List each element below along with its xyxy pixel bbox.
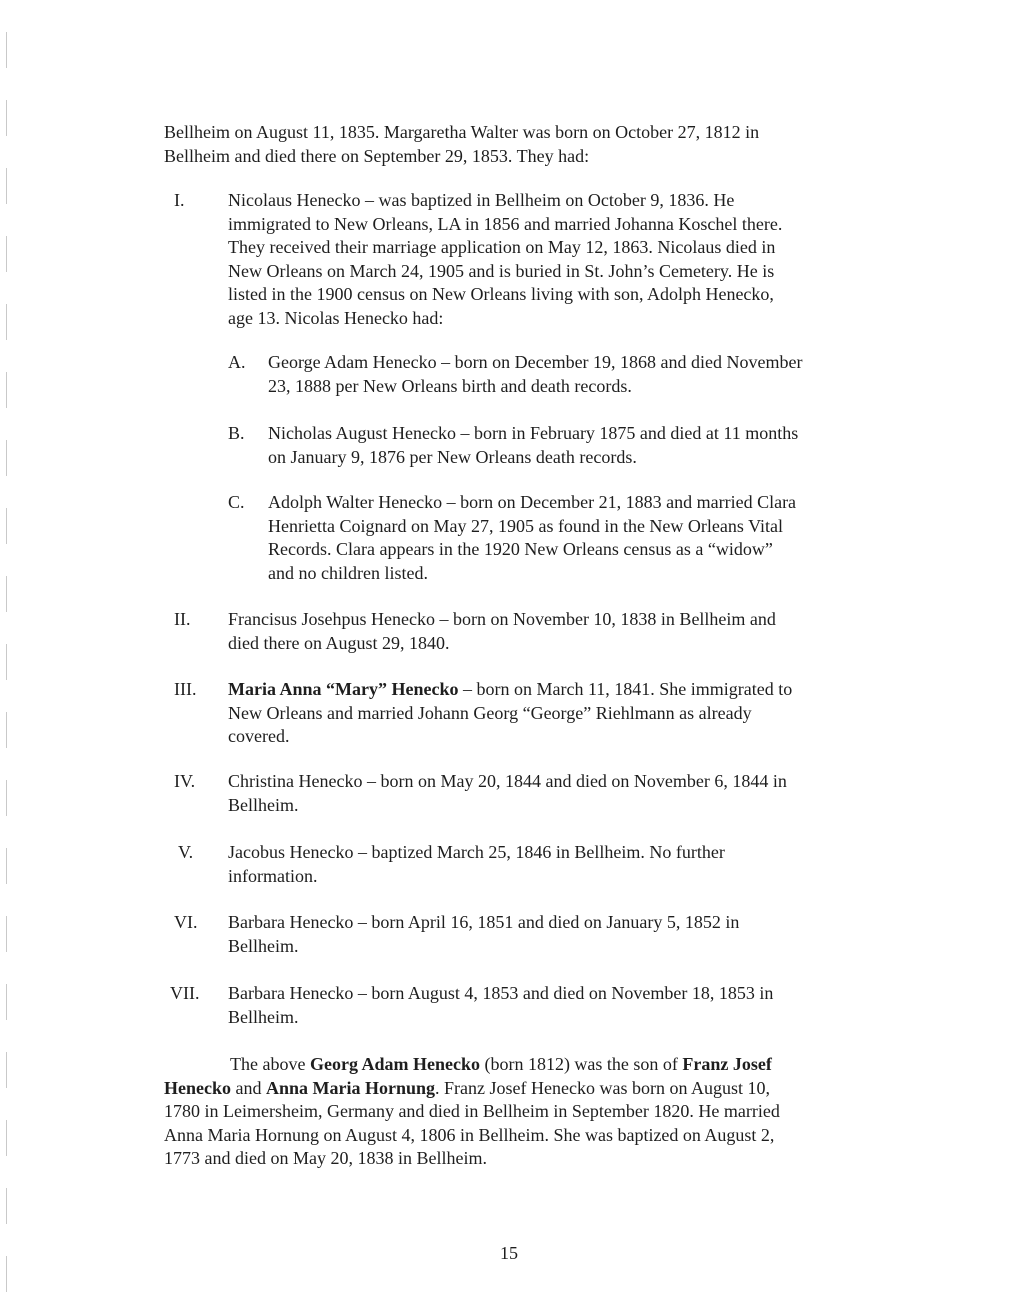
binder-mark <box>6 32 7 68</box>
binder-mark <box>6 780 7 816</box>
list-item-text <box>228 770 888 817</box>
text-line: Christina Henecko – born on May 20, 1844 and died on November 6, 1844 in <box>228 771 787 791</box>
sub-list-item-text <box>268 351 888 398</box>
page-number: 15 <box>500 1243 518 1263</box>
text-line: age 13. Nicolas Henecko had: <box>228 307 444 328</box>
text-line: Francisus Josehpus Henecko – born on November 10, 1838 in Bellheim and <box>228 609 776 629</box>
bold-name: Henecko <box>164 1077 231 1098</box>
list-numeral: VII. <box>170 983 200 1003</box>
list-numeral: VI. <box>174 912 198 932</box>
text-line: Nicolaus Henecko – was baptized in Bellheim on October 9, 1836. He <box>228 190 735 210</box>
list-numeral: I. <box>174 190 185 210</box>
binder-mark <box>6 440 7 476</box>
binder-mark <box>6 372 7 408</box>
text-line: Jacobus Henecko – baptized March 25, 1846 in Bellheim. No further <box>228 842 725 862</box>
text-run: The above <box>230 1054 310 1074</box>
text-line: Barbara Henecko – born August 4, 1853 and died on November 18, 1853 in <box>228 983 774 1003</box>
text-line: Anna Maria Hornung on August 4, 1806 in Bellheim. She was baptized on August 2, <box>164 1124 775 1145</box>
binder-mark <box>6 508 7 544</box>
intro-paragraph <box>164 121 884 168</box>
list-item-text <box>228 982 888 1029</box>
text-line: 1773 and died on May 20, 1838 in Bellheim. <box>164 1148 487 1168</box>
sub-list-item-text <box>268 491 888 585</box>
text-line: Henrietta Coignard on May 27, 1905 as found in the New Orleans Vital <box>268 515 783 536</box>
text-line: and no children listed. <box>268 562 428 583</box>
list-numeral: II. <box>174 609 191 629</box>
sub-list-letter: C. <box>228 492 245 512</box>
text-line: Records. Clara appears in the 1920 New Orleans census as a “widow” <box>268 539 773 559</box>
bold-name: Anna Maria Hornung <box>266 1077 436 1098</box>
text-line: information. <box>228 865 318 886</box>
text-line: They received their marriage application on May 12, 1863. Nicolaus died in <box>228 237 776 257</box>
sub-list-letter: B. <box>228 423 245 443</box>
text-line: on January 9, 1876 per New Orleans death records. <box>268 446 637 467</box>
binder-mark <box>6 236 7 272</box>
binder-mark <box>6 984 7 1020</box>
text-line: New Orleans and married Johann Georg “George” Riehlmann as already <box>228 702 752 723</box>
text-line: George Adam Henecko – born on December 19, 1868 and died November <box>268 352 803 372</box>
text-line: covered. <box>228 726 290 746</box>
text-line <box>164 1077 904 1101</box>
text-line <box>228 678 888 702</box>
binder-mark <box>6 168 7 204</box>
text-line: immigrated to New Orleans, LA in 1856 and married Johanna Koschel there. <box>228 213 783 234</box>
binder-mark <box>6 1120 7 1156</box>
text-line: died there on August 29, 1840. <box>228 632 450 653</box>
binder-mark <box>6 644 7 680</box>
text-line: New Orleans on March 24, 1905 and is buried in St. John’s Cemetery. He is <box>228 260 775 281</box>
list-numeral: III. <box>174 679 197 699</box>
text-line: Bellheim. <box>228 794 299 815</box>
binder-mark <box>6 304 7 340</box>
bold-name: Georg Adam Henecko <box>309 1054 480 1074</box>
sub-list-item-text <box>268 422 888 469</box>
binder-mark <box>6 916 7 952</box>
list-item-text <box>228 189 888 330</box>
sub-list-letter: A. <box>228 352 246 372</box>
binder-mark <box>6 576 7 612</box>
bold-name: Maria Anna “Mary” Henecko <box>228 679 459 699</box>
text-line: 23, 1888 per New Orleans birth and death records. <box>268 375 632 396</box>
list-item-text <box>228 608 888 655</box>
text-line: Adolph Walter Henecko – born on December 21, 1883 and married Clara <box>268 492 797 512</box>
text-line: 1780 in Leimersheim, Germany and died in Bellheim in September 1820. He married <box>164 1101 780 1121</box>
text-run: . Franz Josef Henecko was born on August 10, <box>435 1077 770 1098</box>
binder-mark <box>6 848 7 884</box>
intro-line: Bellheim on August 11, 1835. Margaretha Walter was born on October 27, 1812 in <box>164 122 760 142</box>
closing-paragraph <box>164 1053 904 1171</box>
bold-name: Franz Josef <box>682 1054 772 1074</box>
text-line: Nicholas August Henecko – born in February 1875 and died at 11 months <box>268 423 799 443</box>
list-item-text <box>228 678 888 749</box>
list-item-text <box>228 911 888 958</box>
text-line: Barbara Henecko – born April 16, 1851 and died on January 5, 1852 in <box>228 912 740 932</box>
text-run: – born on March 11, 1841. She immigrated to <box>458 679 793 699</box>
text-line: Bellheim. <box>228 935 299 956</box>
text-line: listed in the 1900 census on New Orleans living with son, Adolph Henecko, <box>228 284 774 304</box>
binder-mark <box>6 1188 7 1224</box>
intro-line: Bellheim and died there on September 29, 1853. They had: <box>164 145 590 166</box>
list-item-text <box>228 841 888 888</box>
binder-mark <box>6 712 7 748</box>
text-line <box>164 1053 904 1077</box>
list-numeral: V. <box>178 842 194 862</box>
binder-mark <box>6 100 7 136</box>
text-line: Bellheim. <box>228 1006 299 1027</box>
text-run: and <box>231 1077 266 1098</box>
list-numeral: IV. <box>174 771 196 791</box>
text-run: (born 1812) was the son of <box>479 1054 683 1074</box>
binder-mark <box>6 1052 7 1088</box>
